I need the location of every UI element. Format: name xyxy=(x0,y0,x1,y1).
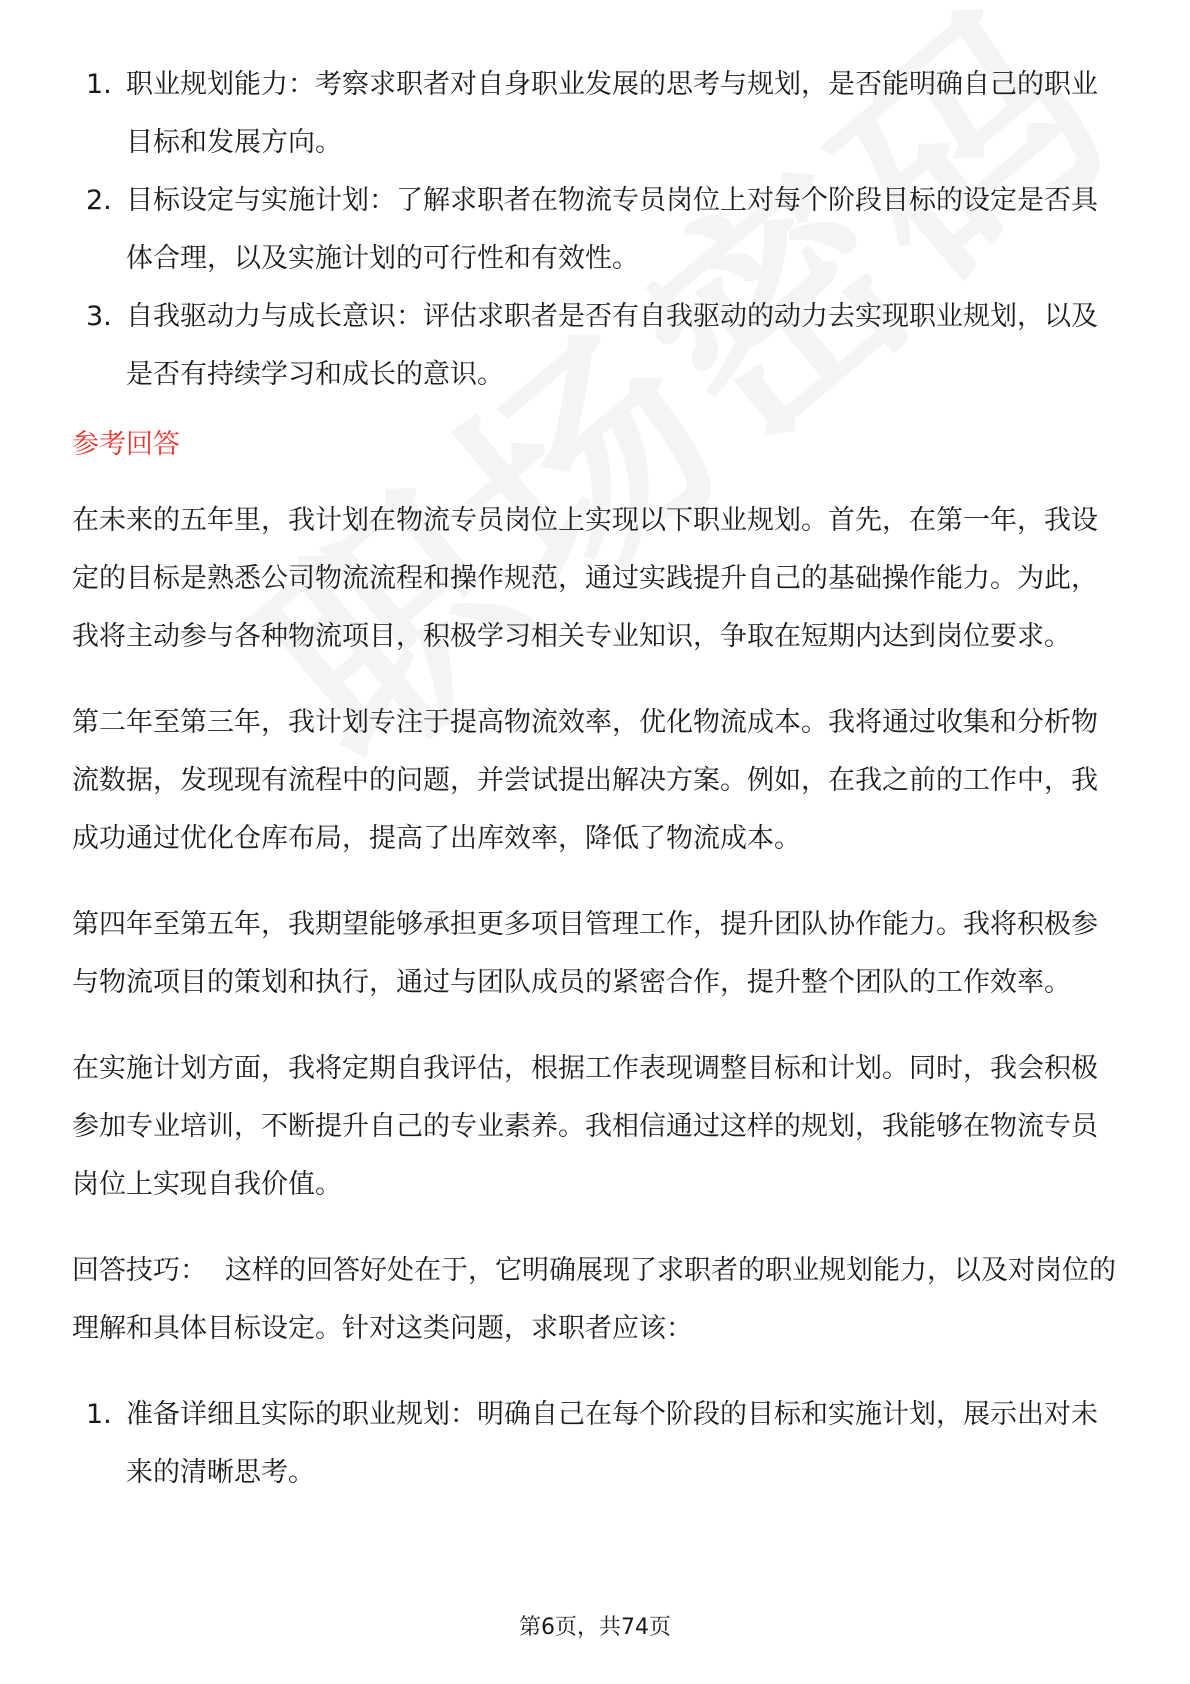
tips-text: 这样的回答好处在于，它明确展现了求职者的职业规划能力，以及对岗位的理解和具体目标设定。针对这类问题，求职者应该： xyxy=(72,1255,1116,1344)
list-text: 自我驱动力与成长意识：评估求职者是否有自我驱动的动力去实现职业规划，以及是否有持续学习和成长的意识。 xyxy=(126,301,1098,390)
list-number: 2. xyxy=(86,185,112,216)
list-number: 3. xyxy=(86,301,112,332)
tips-label: 回答技巧： xyxy=(72,1255,207,1286)
section-title-reference: 参考回答 xyxy=(72,429,180,460)
list-item xyxy=(72,288,1120,404)
list-number: 1. xyxy=(86,1399,112,1430)
list-number: 1. xyxy=(86,69,112,100)
page-footer: 第6页，共74页 xyxy=(519,1615,671,1640)
list-item xyxy=(72,172,1120,288)
answer-paragraph: 第二年至第三年，我计划专注于提高物流效率，优化物流成本。我将通过收集和分析物流数据，发现现有流程中的问题，并尝试提出解决方案。例如，在我之前的工作中，我成功通过优化仓库布局，提高了出库效率，降低了物流成本。 xyxy=(72,707,1098,854)
list-text: 目标设定与实施计划：了解求职者在物流专员岗位上对每个阶段目标的设定是否具体合理，以及实施计划的可行性和有效性。 xyxy=(126,185,1098,274)
page-content xyxy=(72,56,1120,1502)
list-item xyxy=(72,56,1120,172)
tips-list xyxy=(72,1386,1120,1502)
answer-paragraph: 第四年至第五年，我期望能够承担更多项目管理工作，提升团队协作能力。我将积极参与物流项目的策划和执行，通过与团队成员的紧密合作，提升整个团队的工作效率。 xyxy=(72,909,1098,998)
tips-paragraph xyxy=(72,1242,1120,1358)
list-text: 职业规划能力：考察求职者对自身职业发展的思考与规划，是否能明确自己的职业目标和发展方向。 xyxy=(126,69,1098,158)
list-text: 准备详细且实际的职业规划：明确自己在每个阶段的目标和实施计划，展示出对未来的清晰思考。 xyxy=(126,1399,1098,1488)
answer-paragraph: 在未来的五年里，我计划在物流专员岗位上实现以下职业规划。首先，在第一年，我设定的目标是熟悉公司物流流程和操作规范，通过实践提升自己的基础操作能力。为此，我将主动参与各种物流项目，积极学习相关专业知识，争取在短期内达到岗位要求。 xyxy=(72,505,1098,652)
criteria-list xyxy=(72,56,1120,404)
list-item xyxy=(72,1386,1120,1502)
answer-paragraph: 在实施计划方面，我将定期自我评估，根据工作表现调整目标和计划。同时，我会积极参加专业培训，不断提升自己的专业素养。我相信通过这样的规划，我能够在物流专员岗位上实现自我价值。 xyxy=(72,1053,1098,1200)
